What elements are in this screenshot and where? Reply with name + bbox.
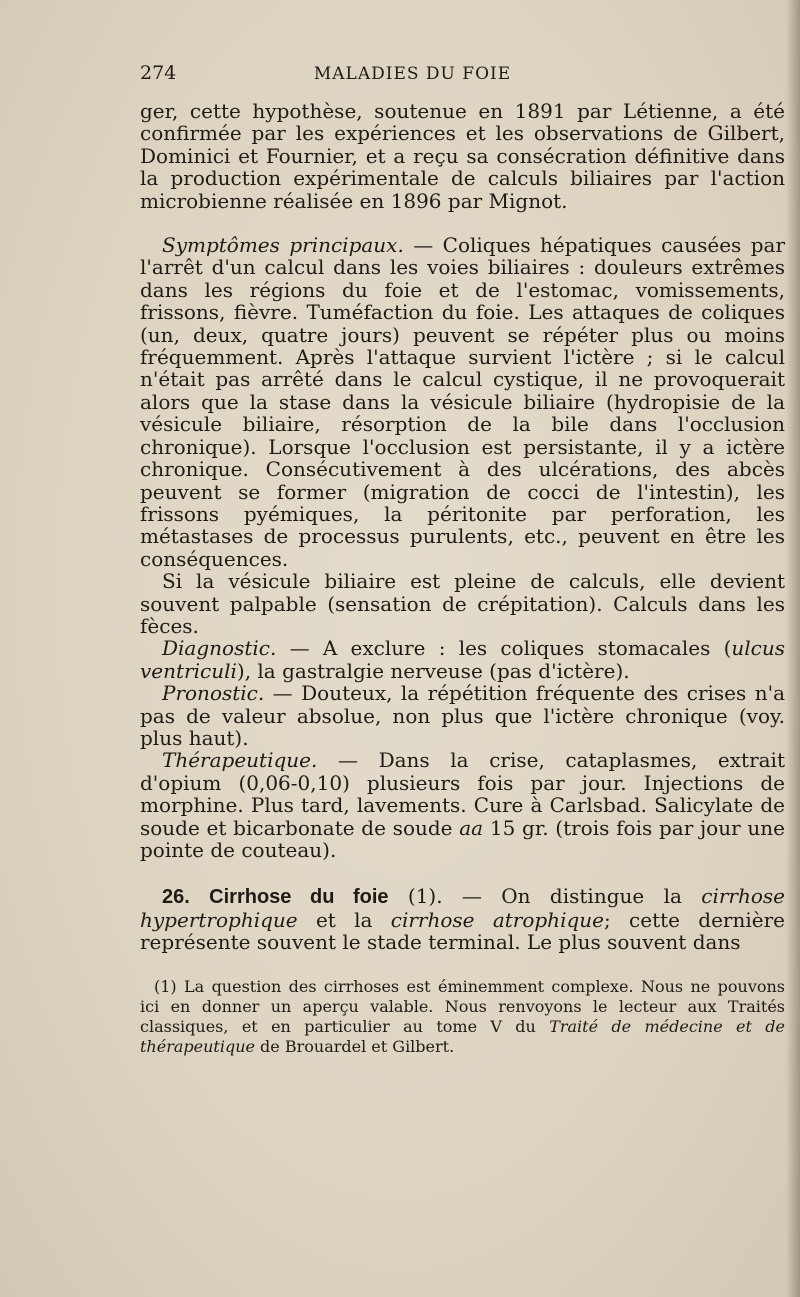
- therapeutique-aa: aa: [459, 815, 484, 840]
- footnote-text: (1) La question des cirrhoses est éminemment complexe. Nous ne pouvons ici en donner un aperçu valable. Nous renvoyons le lecteur aux Traités classiques, et en particulier au tome V du: [140, 976, 785, 1036]
- diagnostic-paragraph: [140, 637, 785, 682]
- symptomes-paragraph: [140, 234, 785, 570]
- diagnostic-heading: Diagnostic.: [162, 636, 277, 661]
- therapeutique-paragraph: [140, 749, 785, 861]
- page-body: [140, 100, 785, 1057]
- symptomes-text: — Coliques hépatiques causées par l'arrêt d'un calcul dans les voies biliaires : douleurs extrêmes dans les régions du foie et de l'estomac, vomissements, frissons, fièvre. Tuméfaction du foie. Les attaques de coliques (un, deux, quatre jours) peuvent se répéter plus ou moins fréquemment. Après l'attaque survient l'ictère ; si le calcul n'était pas arrêté dans le calcul cystique, il ne provoquerait alors que la stase dans la vésicule biliaire (hydropisie de la vésicule biliaire, résorption de la bile dans l'occlusion chronique). Lorsque l'occlusion est persistante, il y a ictère chronique. Consécutivement à des ulcérations, des abcès peuvent se former (migration de cocci de l'intestin), les frissons pyémiques, la péritonite par perforation, les métastases de processus purulents, etc., peuvent en être les conséquences.: [140, 233, 786, 571]
- page-header: [140, 62, 685, 88]
- vesicule-paragraph: Si la vésicule biliaire est pleine de calculs, elle devient souvent palpable (sensation de crépitation). Calculs dans les fèces.: [140, 569, 785, 638]
- diagnostic-latin: ulcus ventriculi: [140, 636, 785, 683]
- section-text-1: — On distingue la: [442, 884, 702, 909]
- running-title: MALADIES DU FOIE: [313, 64, 512, 84]
- therapeutique-text-end: 15 gr. (trois fois par jour une pointe de couteau).: [140, 815, 786, 862]
- diagnostic-text-end: ), la gastralgie nerveuse (pas d'ictère).: [236, 658, 630, 683]
- diagnostic-text: — A exclure : les coliques stomacales (: [276, 636, 732, 661]
- footnote-book-title: Traité de médecine et de thérapeutique: [140, 1016, 785, 1056]
- section-text-3: ; cette dernière représente souvent le stade terminal. Le plus souvent dans: [140, 907, 786, 955]
- page-gutter-shadow: [786, 0, 800, 1297]
- footnote-reference: (1).: [388, 884, 443, 909]
- therapeutique-heading: Thérapeutique.: [162, 748, 318, 773]
- therapeutique-text: — Dans la crise, cataplasmes, extrait d'opium (0,06-0,10) plusieurs fois par jour. Injections de morphine. Plus tard, lavements. Cure à Carlsbad. Salicylate de soude et bicarbonate de soude: [140, 748, 785, 840]
- section-26-paragraph: [140, 885, 785, 953]
- term-cirrhose-atrophique: cirrhose atrophique: [390, 907, 604, 932]
- symptomes-heading: Symptômes principaux.: [162, 233, 404, 258]
- footnote: [140, 977, 785, 1057]
- section-text-2: et la: [297, 907, 391, 932]
- footnote-text-end: de Brouardel et Gilbert.: [254, 1036, 455, 1056]
- intro-paragraph: ger, cette hypothèse, soutenue en 1891 par Létienne, a été confirmée par les expériences et les observations de Gilbert, Dominici et Fournier, et a reçu sa consécration définitive dans la production expérimentale de calculs biliaires par l'action microbienne réalisée en 1896 par Mignot.: [140, 99, 785, 213]
- term-cirrhose-hypertrophique: cirrhose hypertrophique: [140, 884, 786, 932]
- page-number: 274: [140, 62, 177, 84]
- section-number: 26.: [162, 886, 190, 909]
- pronostic-heading: Pronostic.: [162, 681, 265, 706]
- section-title: Cirrhose du foie: [209, 886, 389, 909]
- pronostic-paragraph: [140, 682, 785, 749]
- pronostic-text: — Douteux, la répétition fréquente des crises n'a pas de valeur absolue, non plus que l'ictère chronique (voy. plus haut).: [140, 681, 785, 750]
